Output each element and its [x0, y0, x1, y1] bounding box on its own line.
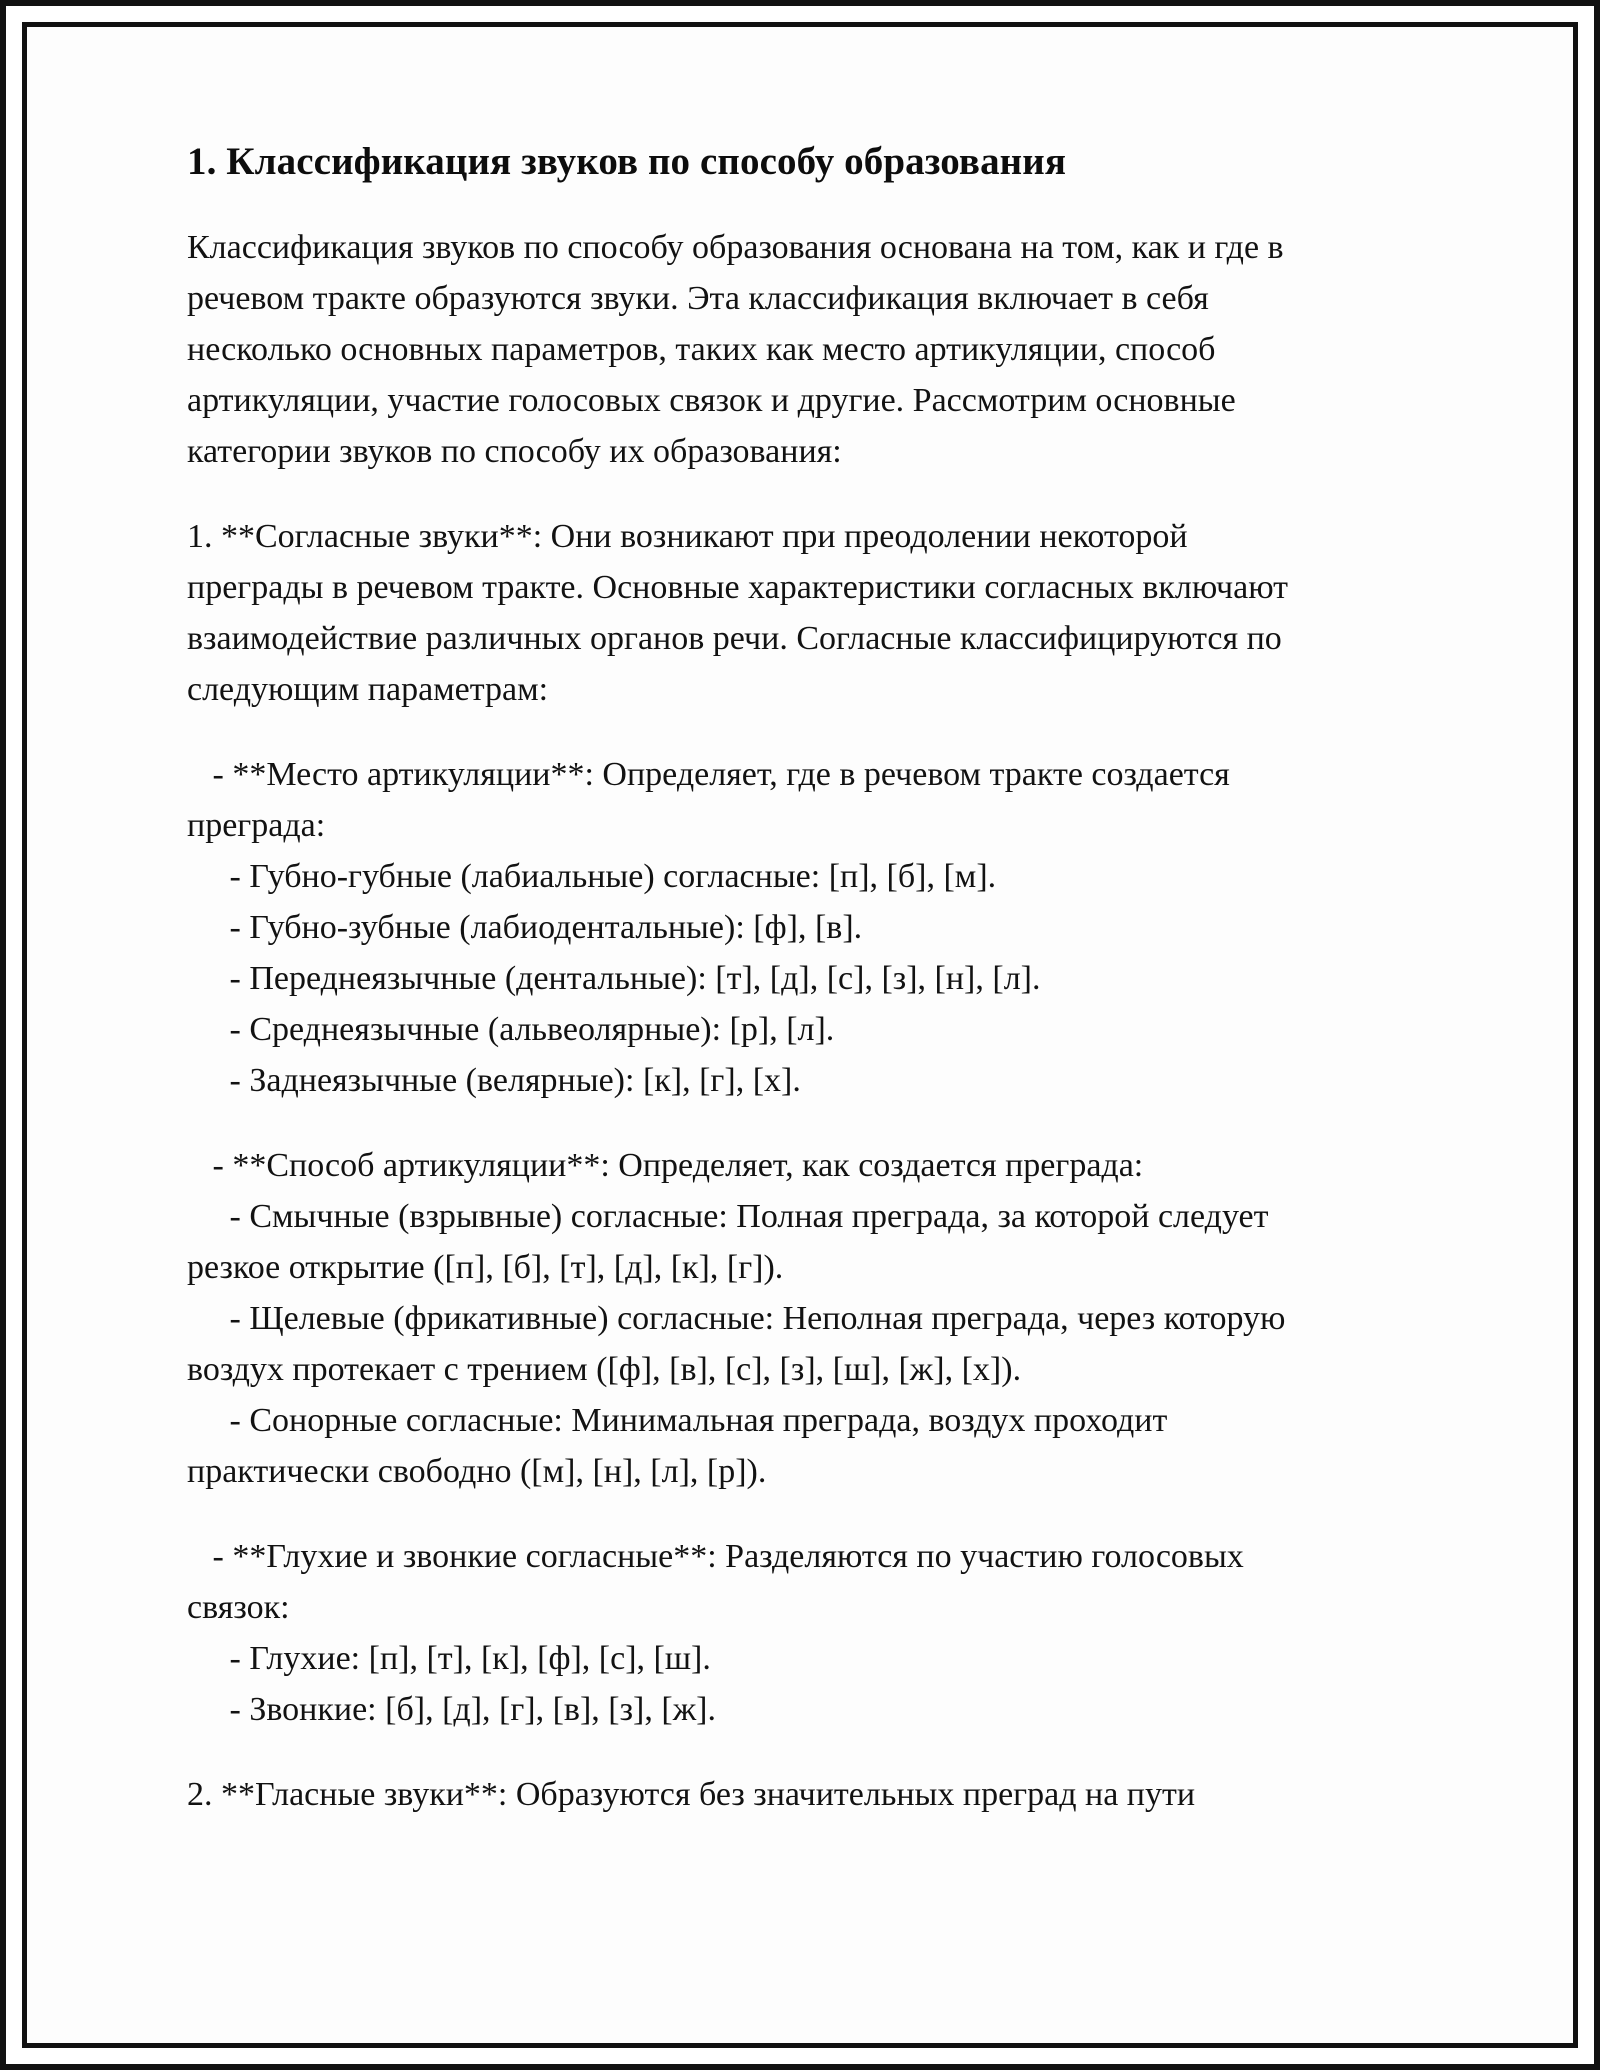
paragraph-intro: Классификация звуков по способу образования основана на том, как и где в речевом тракте образуются звуки. Эта классификация включает в себя несколько основных параметров, таких как место артикуляции, способ артикуляции, участие голосовых связок и другие. Рассмотрим основные категории звуков по способу их образования:: [187, 228, 1293, 470]
heading-voicing: - **Глухие и звонкие согласные**: Разделяются по участию голосовых связок:: [187, 1537, 1253, 1626]
list-item-plosive: - Смычные (взрывные) согласные: Полная преграда, за которой следует резкое открытие ([п], [б], [т], [д], [к], [г]).: [187, 1197, 1277, 1286]
list-item-sonorant: - Сонорные согласные: Минимальная преграда, воздух проходит практически свободно ([м], [н], [л], [р]).: [187, 1401, 1176, 1490]
list-item-velar: - Заднеязычные (велярные): [к], [г], [х].: [187, 1061, 801, 1099]
heading-manner-of-articulation: - **Способ артикуляции**: Определяет, как создается преграда:: [187, 1146, 1144, 1184]
heading-place-of-articulation: - **Место артикуляции**: Определяет, где в речевом тракте создается преграда:: [187, 755, 1239, 844]
list-item-alveolar: - Среднеязычные (альвеолярные): [р], [л].: [187, 1010, 835, 1048]
paragraph-consonants-intro: 1. **Согласные звуки**: Они возникают при преодолении некоторой преграды в речевом тракте. Основные характеристики согласных включают взаимодействие различных органов речи. Согласные классифицируются по следующим параметрам:: [187, 517, 1297, 708]
paragraph-vowels-intro: 2. **Гласные звуки**: Образуются без значительных преград на пути: [187, 1775, 1196, 1813]
list-item-voiced: - Звонкие: [б], [д], [г], [в], [з], [ж].: [187, 1690, 717, 1728]
list-item-fricative: - Щелевые (фрикативные) согласные: Неполная преграда, через которую воздух протекает с трением ([ф], [в], [с], [з], [ш], [ж], [х]).: [187, 1299, 1294, 1388]
list-item-labiodental: - Губно-зубные (лабиодентальные): [ф], [в].: [187, 908, 863, 946]
list-item-bilabial: - Губно-губные (лабиальные) согласные: [п], [б], [м].: [187, 857, 997, 895]
document-sheet: [27, 27, 1573, 2043]
list-item-voiceless: - Глухие: [п], [т], [к], [ф], [с], [ш].: [187, 1639, 711, 1677]
list-item-dental: - Переднеязычные (дентальные): [т], [д], [с], [з], [н], [л].: [187, 959, 1041, 997]
document-content: [187, 137, 1317, 1820]
page-title: 1. Классификация звуков по способу образования: [187, 140, 1067, 183]
page-frame-inner: [22, 22, 1578, 2048]
